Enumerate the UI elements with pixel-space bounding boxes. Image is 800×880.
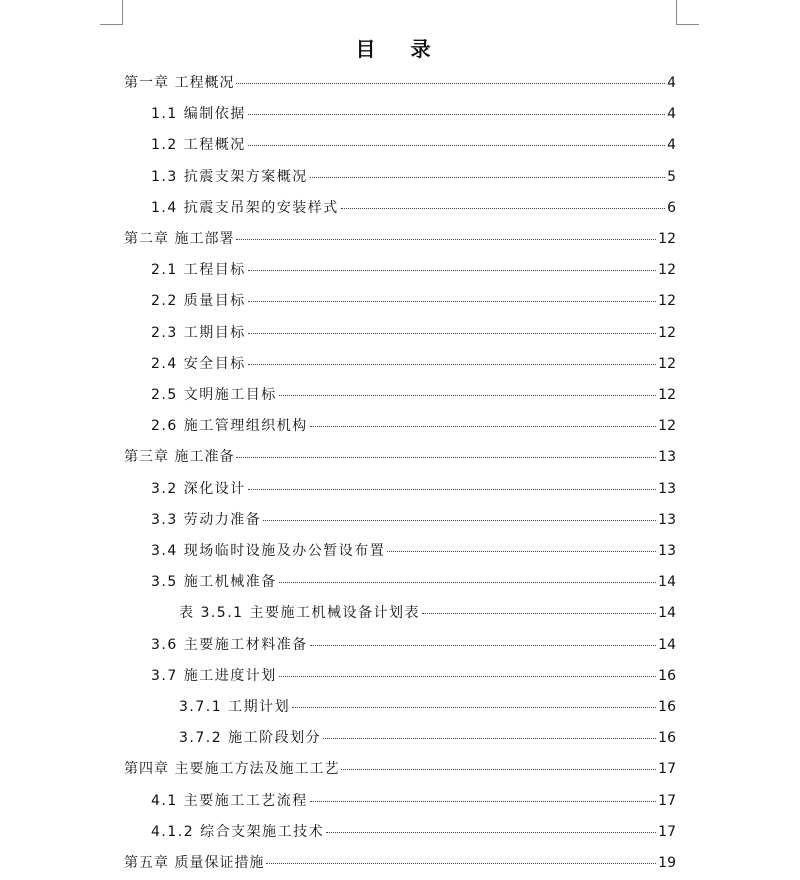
toc-entry-label: 1.2 工程概况 (151, 137, 246, 154)
toc-leader-dots (236, 83, 665, 84)
toc-page-number: 14 (658, 574, 676, 591)
toc-entry[interactable] (124, 72, 676, 96)
toc-page-number: 16 (658, 699, 676, 715)
toc-entry-label: 第一章 工程概况 (124, 75, 235, 91)
toc-page-number: 19 (658, 855, 676, 871)
toc-entry-label: 3.5 施工机械准备 (151, 574, 277, 591)
toc-title: 目 录 (355, 37, 445, 61)
toc-page-number: 17 (658, 792, 676, 809)
toc-entry[interactable] (124, 446, 676, 470)
toc-entry-label: 2.5 文明施工目标 (151, 387, 277, 403)
toc-entry-label: 2.3 工期目标 (151, 324, 246, 341)
toc-leader-dots (292, 707, 656, 708)
toc-entry[interactable] (151, 415, 676, 439)
toc-entry[interactable] (151, 259, 676, 283)
toc-page-number: 12 (658, 231, 676, 247)
crop-mark-top-left (100, 0, 123, 25)
toc-page-number: 12 (658, 355, 676, 372)
toc-entry-label: 3.4 现场临时设施及办公暂设布置 (151, 543, 386, 559)
toc-entry-label: 4.1 主要施工工艺流程 (151, 792, 308, 809)
toc-leader-dots (248, 301, 656, 302)
toc-page-number: 12 (658, 293, 676, 310)
toc-entry[interactable] (151, 197, 676, 221)
toc-leader-dots (263, 520, 656, 521)
toc-entry-label: 表 3.5.1 主要施工机械设备计划表 (179, 605, 421, 622)
toc-entry-label: 第四章 主要施工方法及施工工艺 (124, 761, 340, 778)
toc-entry[interactable] (124, 852, 676, 876)
toc-page-number: 16 (658, 667, 676, 684)
toc-page-number: 5 (667, 168, 676, 185)
toc-page-number: 16 (658, 730, 676, 747)
toc-entry-label: 第二章 施工部署 (124, 231, 235, 247)
toc-entry-label: 3.7.2 施工阶段划分 (179, 730, 322, 747)
toc-entry-label: 第三章 施工准备 (124, 449, 235, 466)
toc-page-number: 13 (658, 480, 676, 497)
toc-leader-dots (387, 551, 656, 552)
toc-entry[interactable] (151, 540, 676, 564)
toc-leader-dots (248, 364, 656, 365)
toc-entry-label: 3.7 施工进度计划 (151, 667, 277, 684)
toc-entry-label: 2.1 工程目标 (151, 262, 246, 279)
toc-leader-dots (310, 426, 656, 427)
toc-page-number: 12 (658, 387, 676, 403)
toc-entry[interactable] (151, 384, 676, 408)
toc-entry[interactable] (151, 790, 676, 814)
toc-page-number: 4 (667, 137, 676, 154)
toc-page-number: 17 (658, 823, 676, 840)
toc-entry-label: 第五章 质量保证措施 (124, 855, 265, 871)
toc-leader-dots (248, 270, 656, 271)
toc-page-number: 12 (658, 418, 676, 435)
crop-mark-top-right (676, 0, 699, 25)
toc-entry[interactable] (151, 821, 676, 845)
toc-leader-dots (248, 145, 665, 146)
toc-entry-label: 1.3 抗震支架方案概况 (151, 168, 308, 185)
toc-leader-dots (236, 239, 656, 240)
toc-entry-label: 2.2 质量目标 (151, 293, 246, 310)
toc-entry[interactable] (151, 166, 676, 190)
toc-leader-dots (310, 645, 656, 646)
toc-entry-label: 2.6 施工管理组织机构 (151, 418, 308, 435)
toc-leader-dots (248, 489, 656, 490)
toc-entry[interactable] (179, 727, 676, 751)
toc-leader-dots (323, 738, 656, 739)
toc-page-number: 14 (658, 605, 676, 622)
toc-leader-dots (236, 457, 656, 458)
toc-entry-label: 3.3 劳动力准备 (151, 511, 262, 528)
toc-page-number: 13 (658, 511, 676, 528)
toc-entry[interactable] (151, 509, 676, 533)
toc-leader-dots (266, 863, 656, 864)
toc-entry[interactable] (151, 322, 676, 346)
toc-page-number: 17 (658, 761, 676, 778)
toc-page-number: 12 (658, 324, 676, 341)
toc-entry-label: 1.4 抗震支吊架的安装样式 (151, 199, 339, 216)
toc-entry[interactable] (151, 665, 676, 689)
toc-entry[interactable] (151, 634, 676, 658)
toc-page-number: 4 (667, 75, 676, 91)
toc-leader-dots (422, 613, 656, 614)
toc-page-number: 13 (658, 543, 676, 559)
toc-leader-dots (341, 769, 656, 770)
toc-entry[interactable] (151, 353, 676, 377)
toc-entry[interactable] (124, 228, 676, 252)
toc-page-number: 6 (667, 199, 676, 216)
toc-leader-dots (326, 832, 656, 833)
toc-page-number: 12 (658, 262, 676, 279)
toc-leader-dots (279, 582, 656, 583)
toc-entry[interactable] (151, 103, 676, 127)
toc-leader-dots (248, 333, 656, 334)
toc-leader-dots (248, 114, 665, 115)
toc-entry[interactable] (179, 696, 676, 720)
toc-leader-dots (279, 676, 656, 677)
toc-leader-dots (279, 395, 656, 396)
toc-entry[interactable] (124, 758, 676, 782)
toc-entry[interactable] (151, 290, 676, 314)
toc-page-number: 13 (658, 449, 676, 466)
toc-entry[interactable] (179, 602, 676, 626)
toc-leader-dots (341, 208, 665, 209)
toc-entry-label: 3.6 主要施工材料准备 (151, 636, 308, 653)
toc-page-number: 14 (658, 636, 676, 653)
toc-leader-dots (310, 177, 665, 178)
toc-entry[interactable] (151, 571, 676, 595)
toc-entry-label: 1.1 编制依据 (151, 106, 246, 123)
toc-page-number: 4 (667, 106, 676, 123)
toc-entry-label: 3.7.1 工期计划 (179, 699, 291, 715)
toc-entry-label: 4.1.2 综合支架施工技术 (151, 823, 325, 840)
toc-entry[interactable] (151, 478, 676, 502)
toc-entry-label: 3.2 深化设计 (151, 480, 246, 497)
toc-entry[interactable] (151, 134, 676, 158)
toc-leader-dots (310, 801, 656, 802)
toc-entry-label: 2.4 安全目标 (151, 355, 246, 372)
